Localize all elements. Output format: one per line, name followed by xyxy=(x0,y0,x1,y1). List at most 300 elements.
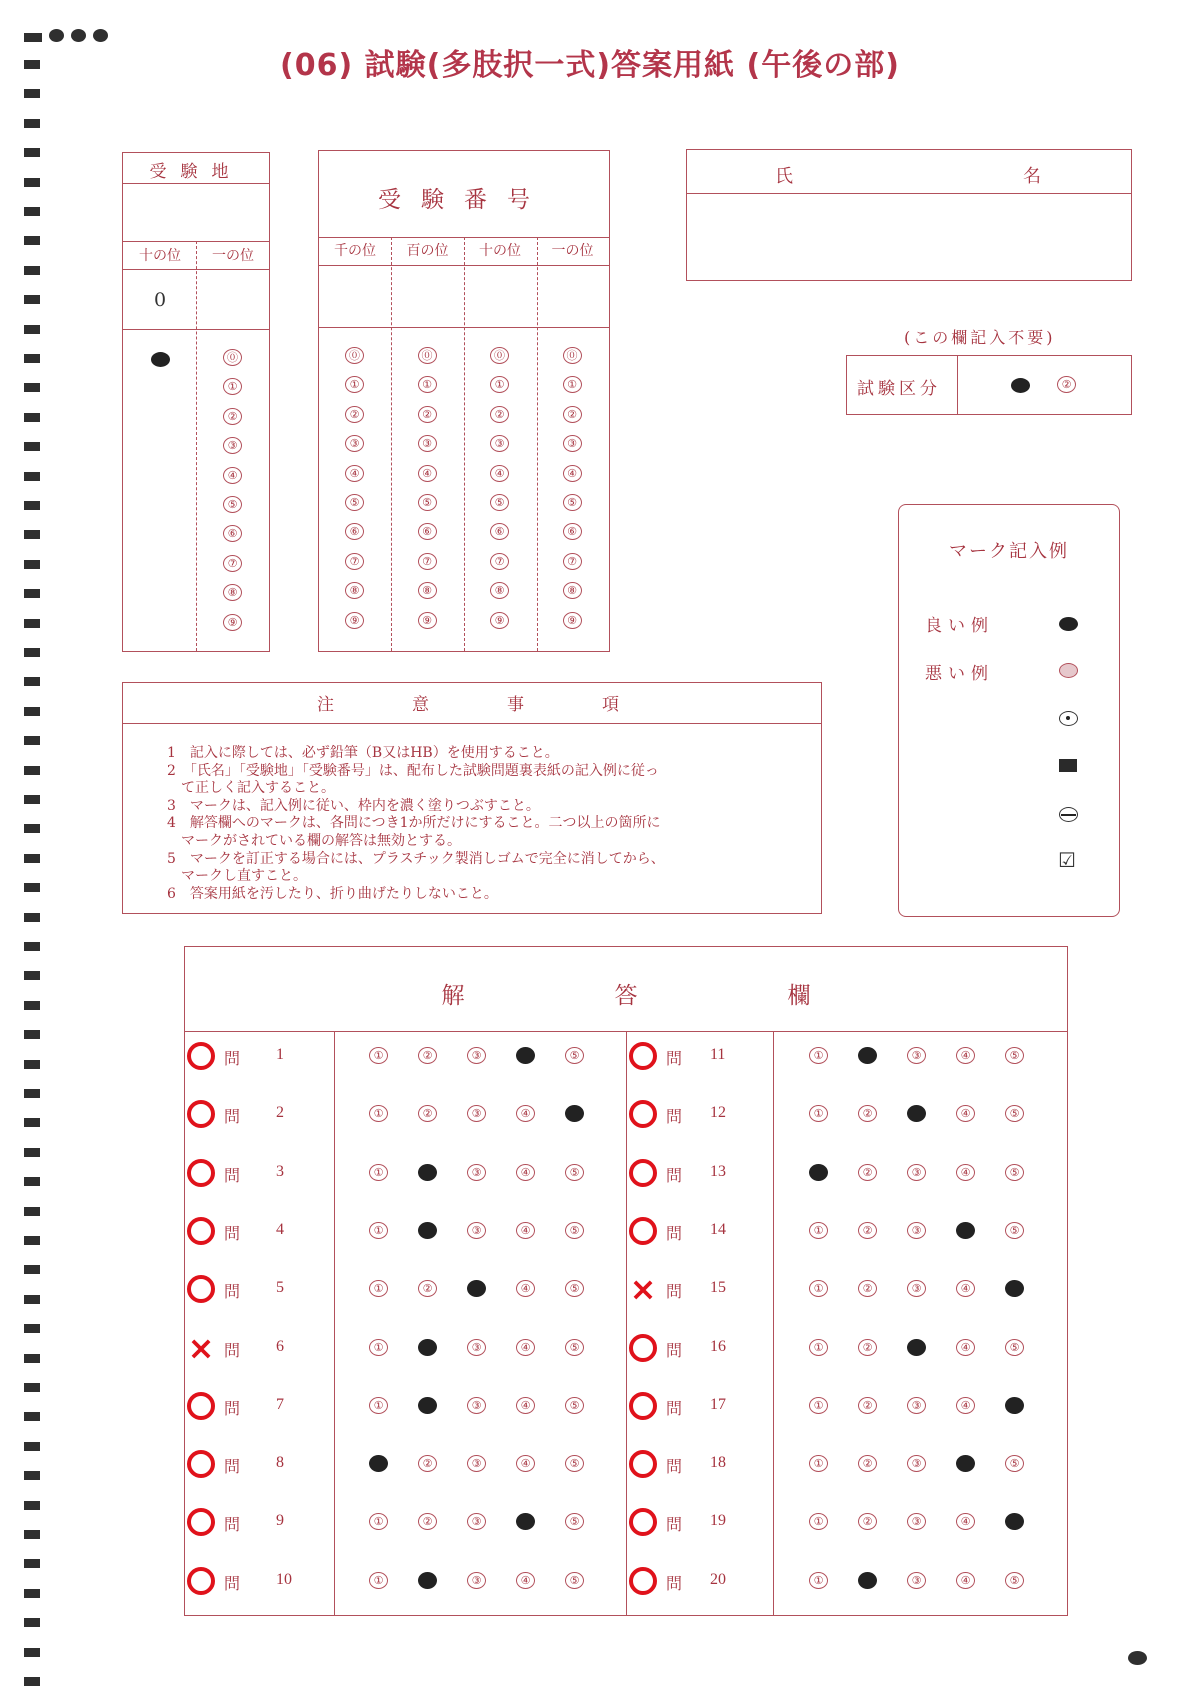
exam-number-digit[interactable]: ⑥ xyxy=(563,523,582,540)
exam-number-digit[interactable]: ⑥ xyxy=(490,523,509,540)
answer-choice[interactable]: ⑤ xyxy=(565,1513,584,1530)
question-number: 12 xyxy=(710,1104,726,1122)
question-label: 問 xyxy=(224,1223,241,1243)
question-number: 9 xyxy=(276,1512,284,1530)
corner-marks xyxy=(24,27,108,46)
answer-choice[interactable]: ④ xyxy=(516,1280,535,1297)
exam-column-label: 十の位 xyxy=(479,243,521,259)
answer-choice-marked[interactable] xyxy=(858,1047,877,1064)
venue-ones-digit[interactable]: ⑧ xyxy=(223,584,242,601)
correct-mark xyxy=(187,1567,215,1595)
correct-mark xyxy=(187,1450,215,1478)
exam-number-digit[interactable]: ⑤ xyxy=(490,494,509,511)
answer-choice[interactable]: ② xyxy=(418,1105,437,1122)
answer-choice[interactable]: ⑤ xyxy=(1005,1047,1024,1064)
venue-header: 受験地 xyxy=(149,162,243,182)
answer-choice[interactable]: ① xyxy=(809,1513,828,1530)
exam-number-digit[interactable]: ⓪ xyxy=(418,347,437,364)
exam-number-digit[interactable]: ② xyxy=(490,406,509,423)
answer-choice[interactable]: ④ xyxy=(516,1455,535,1472)
bad-example-dot xyxy=(1059,711,1078,726)
exam-column-label: 一の位 xyxy=(551,243,594,259)
answer-choice[interactable]: ① xyxy=(809,1455,828,1472)
answer-choice[interactable]: ③ xyxy=(467,1397,486,1414)
question-label: 問 xyxy=(666,1515,683,1535)
exam-number-digit[interactable]: ③ xyxy=(345,435,364,452)
note-line: マークし直すこと。 xyxy=(167,868,307,885)
note-line: 2 「氏名」「受験地」「受験番号」は、配布した試験問題裏表紙の記入例に従っ xyxy=(167,762,659,779)
exam-number-digit[interactable]: ⑦ xyxy=(418,553,437,570)
correct-mark xyxy=(187,1159,215,1187)
answer-choice[interactable]: ④ xyxy=(516,1164,535,1181)
timing-mark xyxy=(24,1118,40,1127)
timing-mark xyxy=(24,1559,40,1568)
answer-choice[interactable]: ⑤ xyxy=(1005,1105,1024,1122)
answer-choice-marked[interactable] xyxy=(418,1222,437,1239)
incorrect-mark: × xyxy=(629,1270,657,1309)
timing-mark xyxy=(24,1354,40,1363)
answer-choice[interactable]: ⑤ xyxy=(1005,1164,1024,1181)
timing-mark xyxy=(24,266,40,275)
exam-number-digit[interactable]: ④ xyxy=(563,465,582,482)
answer-choice[interactable]: ③ xyxy=(907,1397,926,1414)
timing-mark xyxy=(24,1324,40,1333)
question-label: 問 xyxy=(224,1457,241,1477)
answer-choice-marked[interactable] xyxy=(418,1339,437,1356)
answer-choice[interactable]: ④ xyxy=(956,1572,975,1589)
exam-number-digit[interactable]: ⑧ xyxy=(345,582,364,599)
answer-choice-marked[interactable] xyxy=(1005,1397,1024,1414)
answer-choice[interactable]: ① xyxy=(369,1164,388,1181)
answer-choice[interactable]: ⑤ xyxy=(1005,1572,1024,1589)
question-number: 3 xyxy=(276,1162,284,1180)
answer-choice[interactable]: ④ xyxy=(516,1222,535,1239)
answer-choice[interactable]: ⑤ xyxy=(1005,1339,1024,1356)
answer-choice[interactable]: ⑤ xyxy=(565,1222,584,1239)
timing-mark xyxy=(24,295,40,304)
answer-choice-marked[interactable] xyxy=(418,1397,437,1414)
good-example-label: 良い例 xyxy=(925,616,994,636)
answer-choice[interactable]: ⑤ xyxy=(565,1572,584,1589)
answer-choice[interactable]: ⑤ xyxy=(565,1339,584,1356)
exam-column-label: 千の位 xyxy=(334,243,376,259)
answer-choice[interactable]: ③ xyxy=(467,1339,486,1356)
answer-choice[interactable]: ① xyxy=(809,1105,828,1122)
answer-choice-marked[interactable] xyxy=(516,1047,535,1064)
question-label: 問 xyxy=(666,1107,683,1127)
timing-mark xyxy=(24,1471,40,1480)
exam-number-digit[interactable]: ⑨ xyxy=(418,612,437,629)
answer-choice[interactable]: ④ xyxy=(956,1164,975,1181)
timing-mark xyxy=(24,1089,40,1098)
question-number: 7 xyxy=(276,1395,284,1413)
timing-mark xyxy=(24,1295,40,1304)
venue-tens-value[interactable]: 0 xyxy=(153,289,167,311)
timing-mark xyxy=(24,119,40,128)
timing-mark xyxy=(24,354,40,363)
correct-mark xyxy=(187,1217,215,1245)
page-title: (06) 試験(多肢択一式)答案用紙 (午後の部) xyxy=(280,48,900,83)
answer-choice[interactable]: ② xyxy=(858,1105,877,1122)
bad-example-line xyxy=(1059,807,1078,822)
answer-choice[interactable]: ② xyxy=(418,1280,437,1297)
exam-number-digit[interactable]: ② xyxy=(563,406,582,423)
answer-choice[interactable]: ③ xyxy=(467,1513,486,1530)
answer-choice[interactable]: ④ xyxy=(516,1397,535,1414)
answer-choice[interactable]: ③ xyxy=(907,1164,926,1181)
answer-choice-marked[interactable] xyxy=(956,1222,975,1239)
correct-mark xyxy=(629,1334,657,1362)
answer-choice[interactable]: ② xyxy=(418,1047,437,1064)
venue-ones-digit[interactable]: ③ xyxy=(223,437,242,454)
correct-mark xyxy=(629,1567,657,1595)
exam-number-digit[interactable]: ① xyxy=(345,376,364,393)
answer-choice[interactable]: ① xyxy=(369,1105,388,1122)
answer-choice[interactable]: ③ xyxy=(907,1513,926,1530)
timing-mark xyxy=(24,1530,40,1539)
timing-mark xyxy=(24,1501,40,1510)
answer-choice-marked[interactable] xyxy=(809,1164,828,1181)
timing-mark xyxy=(24,442,40,451)
timing-mark xyxy=(24,619,40,628)
answer-choice[interactable]: ① xyxy=(369,1047,388,1064)
note-line: 4 解答欄へのマークは、各問につき1か所だけにすること。二つ以上の箇所に xyxy=(167,815,661,832)
timing-mark xyxy=(24,913,40,922)
timing-mark xyxy=(24,89,40,98)
answer-choice-marked[interactable] xyxy=(418,1164,437,1181)
answer-choice[interactable]: ④ xyxy=(516,1572,535,1589)
timing-mark xyxy=(24,795,40,804)
question-label: 問 xyxy=(666,1049,683,1068)
answer-choice[interactable]: ⑤ xyxy=(565,1164,584,1181)
answer-choice[interactable]: ④ xyxy=(516,1105,535,1122)
question-label: 問 xyxy=(666,1457,683,1477)
exam-number-header: 受験番号 xyxy=(378,187,550,213)
timing-mark xyxy=(24,325,40,334)
answer-choice[interactable]: ③ xyxy=(467,1455,486,1472)
exam-number-digit[interactable]: ⑦ xyxy=(563,553,582,570)
note-line: て正しく記入すること。 xyxy=(167,780,335,797)
question-number: 20 xyxy=(710,1570,726,1588)
correct-mark xyxy=(187,1275,215,1303)
correct-mark xyxy=(629,1159,657,1187)
answer-choice[interactable]: ④ xyxy=(516,1339,535,1356)
timing-mark xyxy=(24,766,40,775)
venue-ones-digit[interactable]: ④ xyxy=(223,467,242,484)
answer-choice[interactable]: ③ xyxy=(907,1280,926,1297)
question-label: 問 xyxy=(224,1398,241,1418)
question-number: 11 xyxy=(710,1046,726,1063)
question-label: 問 xyxy=(224,1573,241,1593)
answer-choice-marked[interactable] xyxy=(858,1572,877,1589)
question-number: 8 xyxy=(276,1454,284,1472)
question-label: 問 xyxy=(224,1515,241,1535)
timing-mark xyxy=(24,707,40,716)
timing-mark xyxy=(24,1677,40,1686)
note-line: 5 マークを訂正する場合には、プラスチック製消しゴムで完全に消してから、 xyxy=(167,850,665,867)
exam-number-digit[interactable]: ① xyxy=(490,376,509,393)
exam-number-digit[interactable]: ⑧ xyxy=(490,582,509,599)
timing-mark xyxy=(24,530,40,539)
question-label: 問 xyxy=(666,1573,683,1593)
exam-number-digit[interactable]: ④ xyxy=(418,465,437,482)
answer-choice[interactable]: ② xyxy=(858,1222,877,1239)
question-number: 15 xyxy=(710,1279,726,1297)
exam-number-digit[interactable]: ⑨ xyxy=(563,612,582,629)
answer-choice[interactable]: ② xyxy=(858,1339,877,1356)
exam-number-digit[interactable]: ④ xyxy=(345,465,364,482)
exam-category-note: (この欄記入不要) xyxy=(904,328,1056,347)
exam-number-digit[interactable]: ⑨ xyxy=(490,612,509,629)
answer-choice[interactable]: ② xyxy=(858,1280,877,1297)
bad-example-label: 悪い例 xyxy=(925,664,994,684)
answer-choice[interactable]: ④ xyxy=(956,1280,975,1297)
answer-choice[interactable]: ③ xyxy=(907,1455,926,1472)
venue-ones-digit[interactable]: ⑤ xyxy=(223,496,242,513)
timing-mark xyxy=(24,883,40,892)
question-number: 1 xyxy=(276,1046,284,1063)
answer-choice[interactable]: ① xyxy=(809,1397,828,1414)
question-label: 問 xyxy=(224,1165,241,1185)
answer-choice-marked[interactable] xyxy=(907,1339,926,1356)
exam-number-digit[interactable]: ⓪ xyxy=(563,347,582,364)
exam-number-digit[interactable]: ① xyxy=(563,376,582,393)
bad-example-square xyxy=(1059,759,1077,772)
exam-number-digit[interactable]: ⑦ xyxy=(490,553,509,570)
note-line: 1 記入に際しては、必ず鉛筆（B又はHB）を使用すること。 xyxy=(167,745,559,761)
name-label-left: 氏 xyxy=(775,166,793,187)
venue-ones-digit[interactable]: ① xyxy=(223,378,242,395)
answer-choice[interactable]: ③ xyxy=(907,1047,926,1064)
timing-mark xyxy=(24,736,40,745)
timing-mark xyxy=(24,1383,40,1392)
name-label-right: 名 xyxy=(1023,166,1041,187)
answer-choice[interactable]: ① xyxy=(809,1047,828,1064)
question-number: 18 xyxy=(710,1454,726,1472)
bad-example-check: ☑ xyxy=(1058,848,1076,872)
incorrect-mark: × xyxy=(187,1328,215,1367)
venue-tens-mark xyxy=(151,352,170,367)
answer-choice[interactable]: ④ xyxy=(956,1105,975,1122)
question-label: 問 xyxy=(666,1165,683,1185)
answer-choice[interactable]: ⑤ xyxy=(565,1397,584,1414)
answer-choice[interactable]: ① xyxy=(809,1222,828,1239)
exam-number-digit[interactable]: ⑥ xyxy=(345,523,364,540)
exam-number-digit[interactable]: ③ xyxy=(418,435,437,452)
answer-choice[interactable]: ② xyxy=(858,1164,877,1181)
name-input[interactable] xyxy=(691,198,1127,276)
answer-choice[interactable]: ① xyxy=(369,1222,388,1239)
exam-number-digit[interactable]: ⑤ xyxy=(563,494,582,511)
answer-choice[interactable]: ⑤ xyxy=(565,1455,584,1472)
venue-ones-digit[interactable]: ② xyxy=(223,408,242,425)
bad-example-light xyxy=(1059,663,1078,678)
answer-choice[interactable]: ④ xyxy=(956,1339,975,1356)
correct-mark xyxy=(629,1217,657,1245)
correct-mark xyxy=(629,1450,657,1478)
answer-title: 解答欄 xyxy=(441,983,961,1009)
answer-choice[interactable]: ② xyxy=(858,1397,877,1414)
notes-title: 注意事項 xyxy=(317,695,697,715)
answer-choice[interactable]: ① xyxy=(369,1280,388,1297)
exam-number-digit[interactable]: ③ xyxy=(490,435,509,452)
timing-mark xyxy=(24,1618,40,1627)
answer-choice[interactable]: ③ xyxy=(907,1222,926,1239)
question-number: 17 xyxy=(710,1395,726,1413)
answer-choice[interactable]: ② xyxy=(418,1513,437,1530)
answer-choice[interactable]: ② xyxy=(418,1455,437,1472)
answer-choice-marked[interactable] xyxy=(418,1572,437,1589)
answer-choice[interactable]: ⑤ xyxy=(565,1280,584,1297)
answer-choice[interactable]: ③ xyxy=(907,1572,926,1589)
question-number: 19 xyxy=(710,1512,726,1530)
exam-category-option-2[interactable]: ② xyxy=(1057,376,1076,393)
timing-mark xyxy=(24,1236,40,1245)
exam-number-digit[interactable]: ⑨ xyxy=(345,612,364,629)
question-number: 16 xyxy=(710,1337,726,1355)
answer-choice[interactable]: ① xyxy=(809,1339,828,1356)
question-label: 問 xyxy=(666,1223,683,1243)
venue-ones-label: 一の位 xyxy=(212,248,254,264)
question-number: 6 xyxy=(276,1337,284,1355)
timing-mark xyxy=(24,648,40,657)
question-label: 問 xyxy=(666,1282,683,1302)
venue-ones-digit[interactable]: ⑥ xyxy=(223,525,242,542)
venue-box xyxy=(122,152,270,652)
correct-mark xyxy=(629,1392,657,1420)
timing-mark xyxy=(24,1589,40,1598)
answer-choice[interactable]: ④ xyxy=(956,1513,975,1530)
exam-number-digit[interactable]: ⑤ xyxy=(418,494,437,511)
timing-mark xyxy=(24,207,40,216)
exam-number-digit[interactable]: ② xyxy=(345,406,364,423)
answer-section xyxy=(184,946,1068,1616)
exam-number-digit[interactable]: ④ xyxy=(490,465,509,482)
timing-mark xyxy=(24,1177,40,1186)
notes-box xyxy=(122,682,822,914)
timing-mark xyxy=(24,1148,40,1157)
timing-mark xyxy=(24,1412,40,1421)
answer-choice[interactable]: ④ xyxy=(956,1047,975,1064)
exam-category-label: 試験区分 xyxy=(857,379,941,399)
exam-number-digit[interactable]: ⓪ xyxy=(345,347,364,364)
timing-mark xyxy=(24,413,40,422)
question-label: 問 xyxy=(666,1340,683,1360)
timing-mark xyxy=(24,1060,40,1069)
correct-mark xyxy=(187,1042,215,1070)
venue-ones-digit[interactable]: ⑨ xyxy=(223,614,242,631)
correct-mark xyxy=(187,1392,215,1420)
exam-number-digit[interactable]: ⑤ xyxy=(345,494,364,511)
question-number: 2 xyxy=(276,1104,284,1122)
exam-number-digit[interactable]: ⑧ xyxy=(563,582,582,599)
exam-category-box xyxy=(846,355,1132,415)
question-label: 問 xyxy=(666,1398,683,1418)
exam-number-digit[interactable]: ② xyxy=(418,406,437,423)
timing-mark xyxy=(24,677,40,686)
answer-choice[interactable]: ③ xyxy=(467,1164,486,1181)
timing-mark xyxy=(24,501,40,510)
mark-example-title: マーク記入例 xyxy=(949,541,1069,562)
question-label: 問 xyxy=(224,1049,241,1068)
answer-choice[interactable]: ① xyxy=(369,1572,388,1589)
answer-choice[interactable]: ① xyxy=(369,1513,388,1530)
exam-column-label: 百の位 xyxy=(406,243,449,259)
venue-ones-digit[interactable]: ⓪ xyxy=(223,349,242,366)
answer-choice[interactable]: ② xyxy=(858,1455,877,1472)
venue-tens-label: 十の位 xyxy=(139,248,181,264)
question-number: 4 xyxy=(276,1220,284,1238)
note-line: マークがされている欄の解答は無効とする。 xyxy=(167,833,461,849)
timing-mark xyxy=(24,854,40,863)
answer-choice-marked[interactable] xyxy=(956,1455,975,1472)
timing-mark xyxy=(24,472,40,481)
exam-category-mark xyxy=(1011,378,1030,393)
answer-choice[interactable]: ① xyxy=(809,1280,828,1297)
name-box xyxy=(686,149,1132,281)
timing-mark xyxy=(24,60,40,69)
timing-mark xyxy=(24,1030,40,1039)
timing-mark xyxy=(24,1648,40,1657)
question-label: 問 xyxy=(224,1107,241,1127)
exam-number-digit[interactable]: ③ xyxy=(563,435,582,452)
timing-mark xyxy=(24,589,40,598)
timing-mark xyxy=(24,1265,40,1274)
answer-choice[interactable]: ⑤ xyxy=(1005,1222,1024,1239)
answer-choice[interactable]: ① xyxy=(369,1397,388,1414)
exam-number-digit[interactable]: ⓪ xyxy=(490,347,509,364)
timing-mark xyxy=(24,236,40,245)
timing-mark xyxy=(24,824,40,833)
venue-ones-digit[interactable]: ⑦ xyxy=(223,555,242,572)
answer-choice[interactable]: ① xyxy=(809,1572,828,1589)
question-number: 14 xyxy=(710,1220,726,1238)
question-number: 13 xyxy=(710,1162,726,1180)
answer-choice[interactable]: ① xyxy=(369,1339,388,1356)
answer-choice-marked[interactable] xyxy=(369,1455,388,1472)
timing-mark xyxy=(24,178,40,187)
answer-choice[interactable]: ③ xyxy=(467,1105,486,1122)
timing-mark xyxy=(24,942,40,951)
answer-choice[interactable]: ④ xyxy=(956,1397,975,1414)
exam-number-digit[interactable]: ① xyxy=(418,376,437,393)
answer-choice[interactable]: ⑤ xyxy=(565,1047,584,1064)
timing-mark xyxy=(24,560,40,569)
corner-dot xyxy=(1128,1651,1147,1665)
timing-mark xyxy=(24,1001,40,1010)
answer-choice[interactable]: ③ xyxy=(467,1222,486,1239)
exam-number-digit[interactable]: ⑥ xyxy=(418,523,437,540)
answer-choice[interactable]: ③ xyxy=(467,1572,486,1589)
timing-mark xyxy=(24,383,40,392)
answer-choice[interactable]: ② xyxy=(858,1513,877,1530)
timing-mark xyxy=(24,971,40,980)
question-label: 問 xyxy=(224,1340,241,1360)
timing-mark xyxy=(24,1442,40,1451)
answer-choice[interactable]: ⑤ xyxy=(1005,1455,1024,1472)
timing-mark xyxy=(24,148,40,157)
question-label: 問 xyxy=(224,1282,241,1302)
answer-choice[interactable]: ③ xyxy=(467,1047,486,1064)
question-number: 5 xyxy=(276,1279,284,1297)
exam-number-digit[interactable]: ⑦ xyxy=(345,553,364,570)
exam-number-digit[interactable]: ⑧ xyxy=(418,582,437,599)
mark-example-box xyxy=(898,504,1120,917)
question-number: 10 xyxy=(276,1570,292,1588)
timing-mark xyxy=(24,1207,40,1216)
correct-mark xyxy=(629,1042,657,1070)
note-line: 3 マークは、記入例に従い、枠内を濃く塗りつぶすこと。 xyxy=(167,797,540,814)
